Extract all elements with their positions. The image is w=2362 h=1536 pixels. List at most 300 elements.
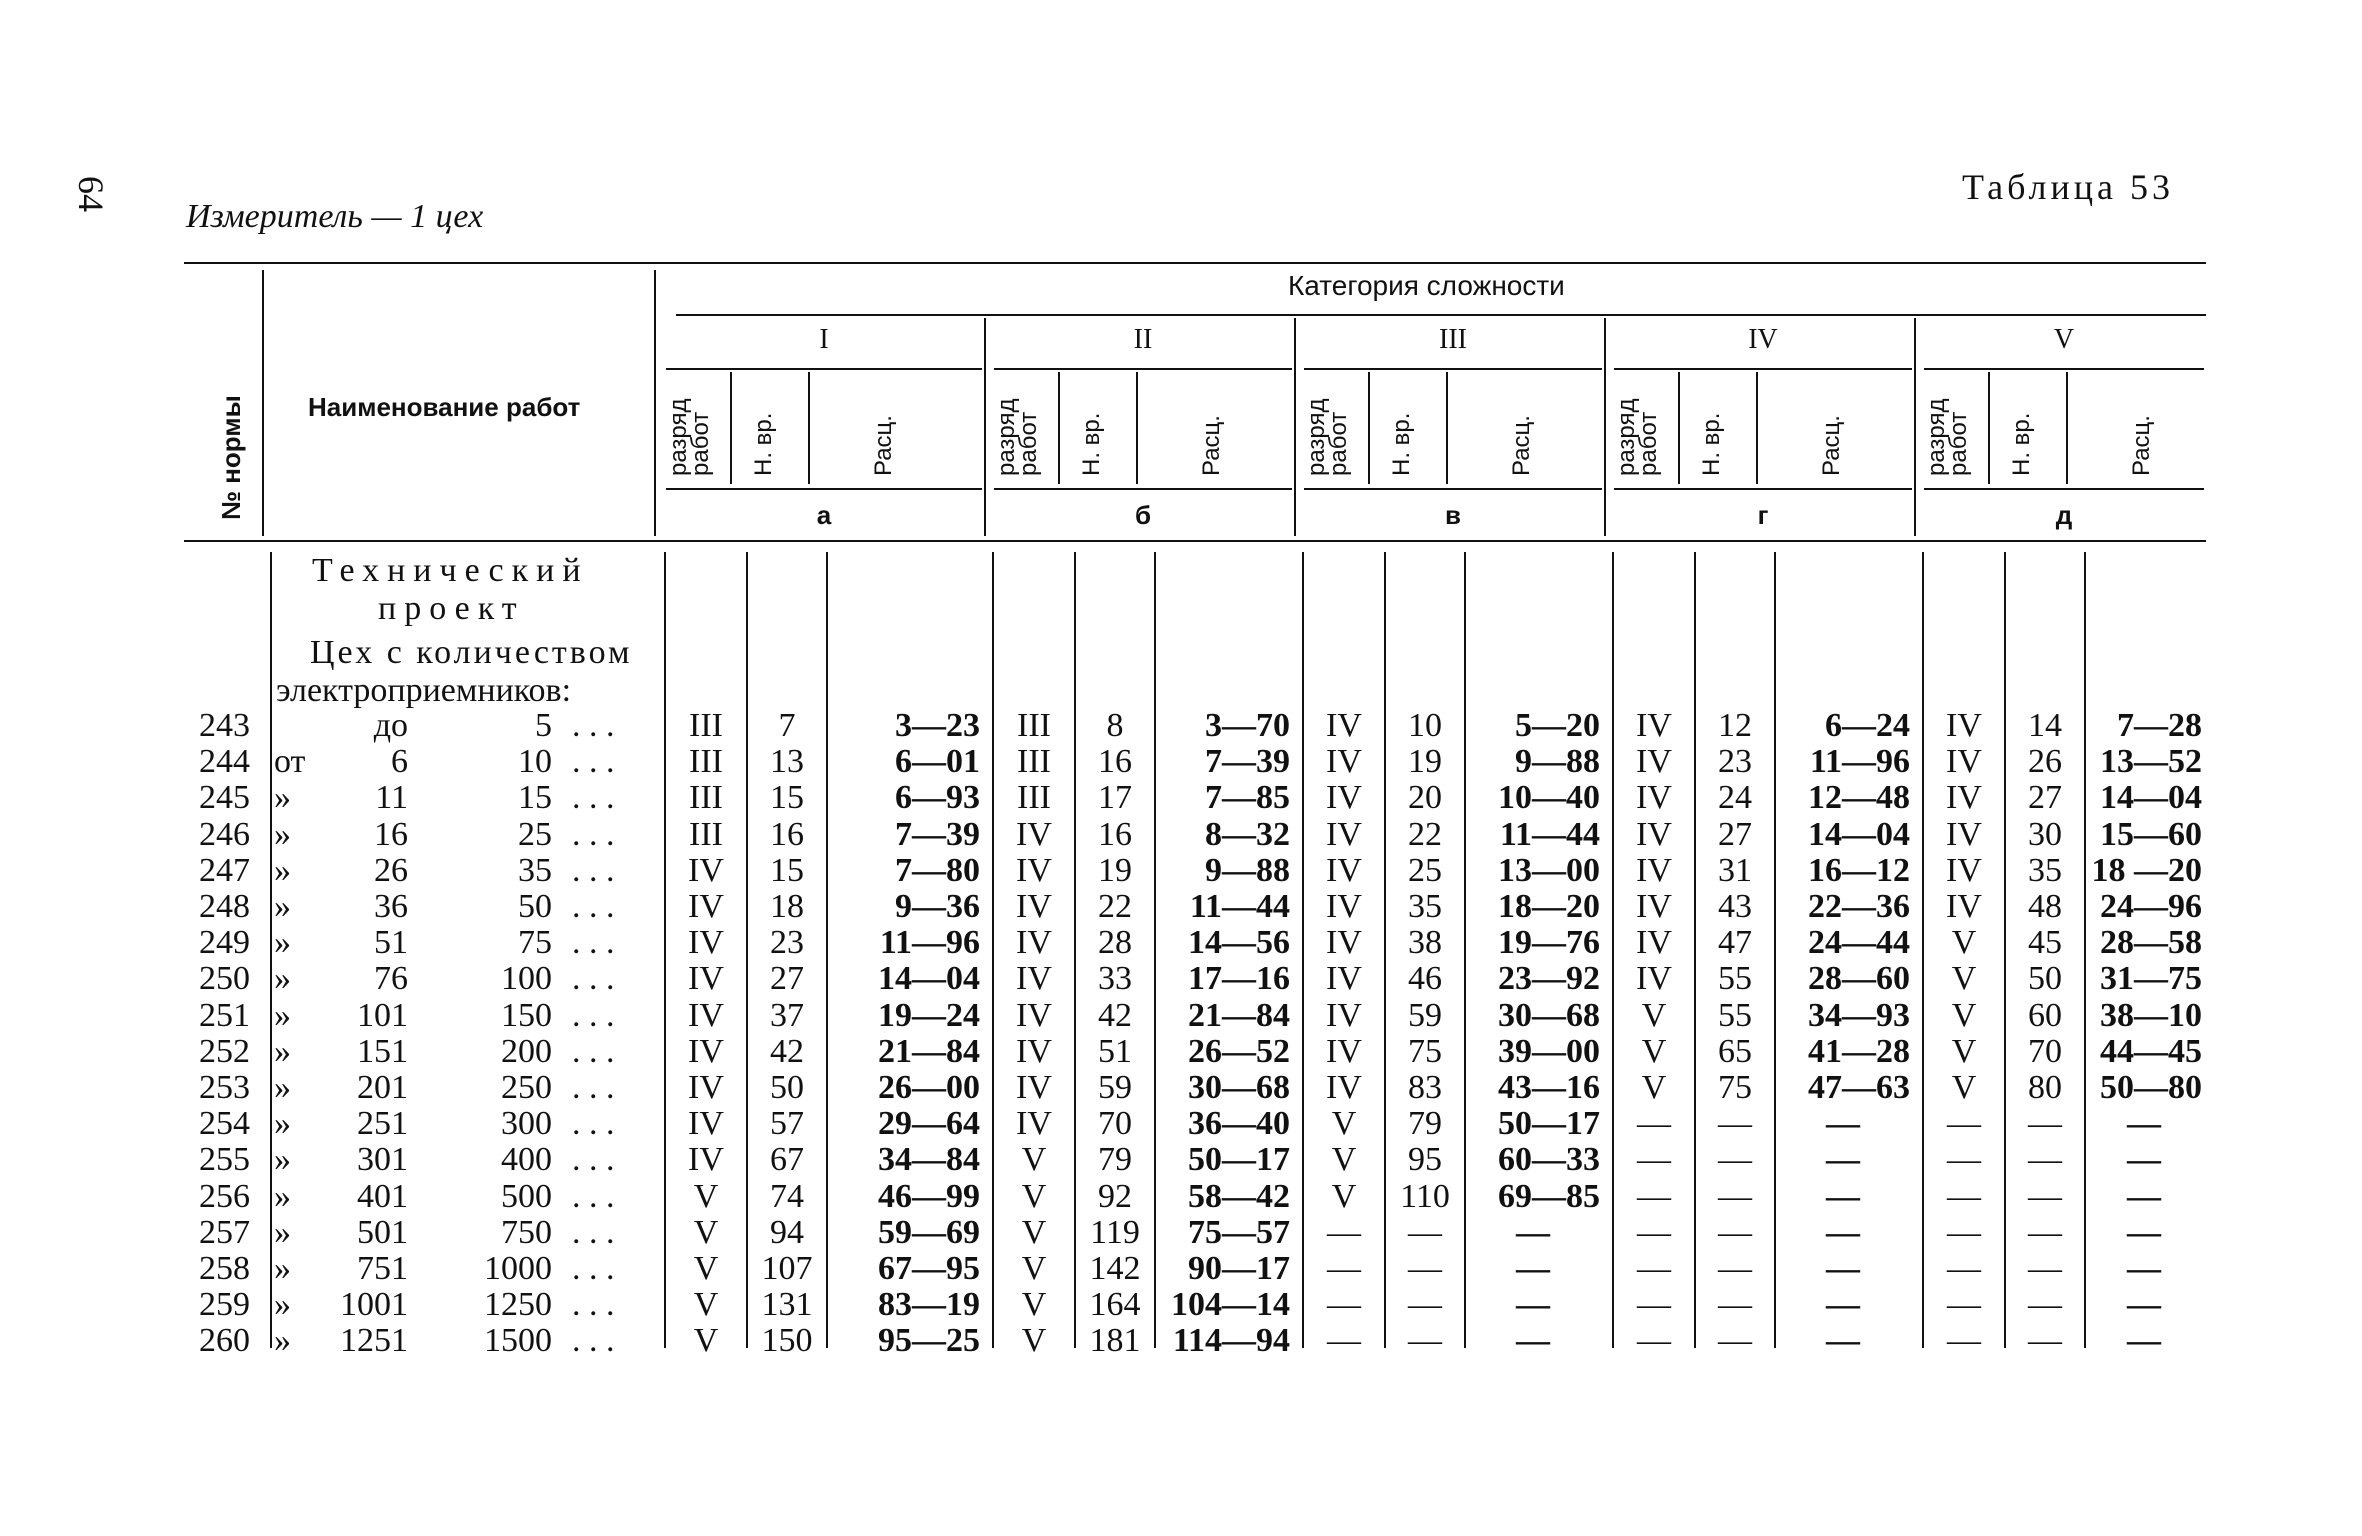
row-cost: 9—36: [895, 888, 980, 925]
section-title: [312, 552, 589, 628]
row-norm-no: 244: [199, 743, 250, 780]
subhead-cost-5: Расц.: [2128, 415, 2155, 476]
row-cost: 11—44: [1189, 888, 1290, 925]
table-title: Таблица 53: [1962, 167, 2174, 207]
row-norm-no: 249: [199, 924, 250, 961]
row-time: —: [1718, 1105, 1752, 1142]
row-grade: V: [693, 1322, 719, 1359]
row-cost: 7—85: [1205, 779, 1290, 816]
row-to: 1500: [484, 1322, 552, 1359]
row-cost: —: [1516, 1286, 1550, 1323]
row-cost: 19—24: [878, 997, 980, 1034]
row-time: 74: [770, 1178, 804, 1215]
row-cost: 19—76: [1498, 924, 1600, 961]
row-grade: IV: [1326, 743, 1362, 780]
row-cost: 30—68: [1188, 1069, 1290, 1106]
row-cost: 34—93: [1808, 997, 1910, 1034]
row-grade: IV: [1326, 816, 1362, 853]
row-time: 50: [2028, 960, 2062, 997]
row-norm-no: 253: [199, 1069, 250, 1106]
row-time: 59: [1408, 997, 1442, 1034]
row-to: 150: [501, 997, 552, 1034]
row-time: 181: [1089, 1322, 1141, 1359]
row-to: 500: [501, 1178, 552, 1215]
row-prefix: »: [274, 1178, 291, 1215]
row-cost: 7—80: [895, 852, 980, 889]
row-time: —: [1718, 1250, 1752, 1287]
row-time: 83: [1408, 1069, 1442, 1106]
row-grade: —: [1947, 1286, 1981, 1323]
row-grade: V: [1951, 1033, 1977, 1070]
row-norm-no: 255: [199, 1141, 250, 1178]
row-grade: IV: [1946, 852, 1982, 889]
rule-sub-top-3: [1614, 368, 1912, 370]
row-time: 75: [1408, 1033, 1442, 1070]
vrule-hdr-a-3: [1678, 372, 1680, 484]
row-cost: 17—16: [1188, 960, 1290, 997]
row-from: 151: [357, 1033, 408, 1070]
vrule-hdr-b-3: [1756, 372, 1758, 484]
row-time: 15: [770, 779, 804, 816]
subhead-time-2: Н. вр.: [1078, 412, 1105, 476]
vrule-hdr-a-1: [1058, 372, 1060, 484]
row-time: 10: [1408, 707, 1442, 744]
row-grade: IV: [1016, 960, 1052, 997]
row-time: 51: [1098, 1033, 1132, 1070]
vrule-hdr-b-2: [1446, 372, 1448, 484]
row-from: 6: [391, 743, 408, 780]
row-cost: —: [2127, 1178, 2161, 1215]
rule-top: [184, 262, 2206, 264]
row-cost: 30—68: [1498, 997, 1600, 1034]
row-time: —: [2028, 1286, 2062, 1323]
row-time: —: [1408, 1286, 1442, 1323]
row-grade: IV: [688, 924, 724, 961]
row-dots: . . .: [572, 1069, 615, 1106]
row-prefix: »: [274, 1322, 291, 1359]
row-time: 14: [2028, 707, 2062, 744]
row-grade: V: [1331, 1105, 1357, 1142]
row-norm-no: 250: [199, 960, 250, 997]
row-grade: V: [693, 1250, 719, 1287]
row-time: 38: [1408, 924, 1442, 961]
row-time: 23: [770, 924, 804, 961]
row-grade: IV: [1016, 816, 1052, 853]
row-time: 35: [1408, 888, 1442, 925]
row-grade: IV: [688, 960, 724, 997]
row-cost: 39—00: [1498, 1033, 1600, 1070]
row-from: 401: [357, 1178, 408, 1215]
row-time: 45: [2028, 924, 2062, 961]
row-grade: IV: [1946, 888, 1982, 925]
category-letter-4: г: [1757, 500, 1769, 530]
row-time: —: [1718, 1214, 1752, 1251]
row-grade: IV: [1636, 888, 1672, 925]
row-grade: IV: [1946, 743, 1982, 780]
row-cost: 38—10: [2100, 997, 2202, 1034]
subhead-cost-2: Расц.: [1198, 415, 1225, 476]
row-grade: V: [693, 1178, 719, 1215]
measure-unit: Измеритель — 1 цех: [186, 198, 484, 235]
row-grade: III: [689, 743, 723, 780]
row-cost: 13—00: [1498, 852, 1600, 889]
row-cost: 69—85: [1498, 1178, 1600, 1215]
row-cost: 26—52: [1188, 1033, 1290, 1070]
row-time: 24: [1718, 779, 1752, 816]
subhead-cost-3: Расц.: [1508, 415, 1535, 476]
category-letter-5: д: [2055, 500, 2073, 530]
row-to: 1250: [484, 1286, 552, 1323]
row-time: 107: [761, 1250, 813, 1287]
row-cost: 28—58: [2100, 924, 2202, 961]
subhead-grade-5: разряд работ: [1923, 398, 1972, 476]
row-norm-no: 251: [199, 997, 250, 1034]
row-cost: —: [1826, 1214, 1860, 1251]
row-time: 55: [1718, 997, 1752, 1034]
row-grade: —: [1947, 1250, 1981, 1287]
row-cost: 11—44: [1499, 816, 1600, 853]
row-cost: 36—40: [1188, 1105, 1290, 1142]
row-cost: 114—94: [1172, 1322, 1290, 1359]
row-time: 47: [1718, 924, 1752, 961]
row-grade: IV: [1326, 852, 1362, 889]
row-grade: III: [1017, 743, 1051, 780]
row-grade: V: [1641, 1069, 1667, 1106]
row-time: 27: [2028, 779, 2062, 816]
row-grade: V: [1951, 997, 1977, 1034]
row-norm-no: 247: [199, 852, 250, 889]
rule-sub-top-2: [1304, 368, 1602, 370]
row-cost: 21—84: [1188, 997, 1290, 1034]
rule-sub-bottom-3: [1614, 488, 1912, 490]
row-dots: . . .: [572, 852, 615, 889]
row-time: —: [1718, 1286, 1752, 1323]
row-cost: 7—28: [2117, 707, 2202, 744]
row-cost: —: [1516, 1214, 1550, 1251]
row-grade: IV: [1636, 779, 1672, 816]
row-time: 59: [1098, 1069, 1132, 1106]
row-from: 16: [374, 816, 408, 853]
row-prefix: »: [274, 1141, 291, 1178]
row-cost: 23—92: [1498, 960, 1600, 997]
row-time: 70: [2028, 1033, 2062, 1070]
row-cost: 16—12: [1808, 852, 1910, 889]
row-time: 17: [1098, 779, 1132, 816]
row-time: 31: [1718, 852, 1752, 889]
row-grade: —: [1637, 1178, 1671, 1215]
row-grade: IV: [688, 1069, 724, 1106]
row-time: —: [1408, 1250, 1442, 1287]
row-from: 251: [357, 1105, 408, 1142]
row-grade: IV: [1016, 888, 1052, 925]
row-grade: IV: [1016, 1069, 1052, 1106]
row-grade: IV: [1636, 924, 1672, 961]
row-to: 200: [501, 1033, 552, 1070]
row-norm-no: 257: [199, 1214, 250, 1251]
row-dots: . . .: [572, 816, 615, 853]
row-time: —: [2028, 1250, 2062, 1287]
subhead-cost-4: Расц.: [1818, 415, 1845, 476]
row-grade: V: [1641, 997, 1667, 1034]
row-to: 1000: [484, 1250, 552, 1287]
row-time: 16: [1098, 816, 1132, 853]
row-cost: 50—80: [2100, 1069, 2202, 1106]
row-cost: 3—23: [895, 707, 980, 744]
row-time: 79: [1098, 1141, 1132, 1178]
row-norm-no: 260: [199, 1322, 250, 1359]
row-cost: 34—84: [878, 1141, 980, 1178]
row-grade: V: [693, 1214, 719, 1251]
row-time: 33: [1098, 960, 1132, 997]
row-grade: —: [1947, 1105, 1981, 1142]
row-cost: 67—95: [878, 1250, 980, 1287]
row-cost: —: [1826, 1250, 1860, 1287]
row-time: —: [1718, 1322, 1752, 1359]
row-grade: —: [1637, 1214, 1671, 1251]
row-norm-no: 243: [199, 707, 250, 744]
row-dots: . . .: [572, 1322, 615, 1359]
subhead-time-5: Н. вр.: [2008, 412, 2035, 476]
row-cost: —: [2127, 1105, 2161, 1142]
row-cost: —: [2127, 1250, 2161, 1287]
row-prefix: »: [274, 1105, 291, 1142]
row-to: 35: [518, 852, 552, 889]
row-time: 80: [2028, 1069, 2062, 1106]
row-time: —: [2028, 1322, 2062, 1359]
row-cost: 46—99: [878, 1178, 980, 1215]
row-from: 26: [374, 852, 408, 889]
category-letter-2: б: [1134, 500, 1152, 530]
row-norm-no: 258: [199, 1250, 250, 1287]
row-grade: III: [689, 779, 723, 816]
row-cost: 9—88: [1515, 743, 1600, 780]
row-time: 92: [1098, 1178, 1132, 1215]
row-grade: IV: [1636, 960, 1672, 997]
row-grade: IV: [1016, 1033, 1052, 1070]
row-dots: . . .: [572, 743, 615, 780]
header-complexity: Категория сложности: [1288, 270, 1565, 301]
row-grade: IV: [1016, 997, 1052, 1034]
row-cost: 14—56: [1188, 924, 1290, 961]
vrule-hdr-a-2: [1368, 372, 1370, 484]
row-grade: IV: [1636, 743, 1672, 780]
row-time: 42: [770, 1033, 804, 1070]
row-dots: . . .: [572, 924, 615, 961]
row-cost: 11—96: [879, 924, 980, 961]
row-prefix: от: [274, 743, 306, 780]
row-prefix: »: [274, 997, 291, 1034]
row-cost: —: [2127, 1286, 2161, 1323]
row-cost: 31—75: [2100, 960, 2202, 997]
rule-sub-bottom-2: [1304, 488, 1602, 490]
row-from: 201: [357, 1069, 408, 1106]
row-grade: V: [1021, 1250, 1047, 1287]
row-time: 18: [770, 888, 804, 925]
section-title-line2: проект: [378, 590, 525, 627]
row-time: —: [2028, 1141, 2062, 1178]
row-time: —: [2028, 1105, 2062, 1142]
row-cost: 18—20: [1498, 888, 1600, 925]
vrule-name: [654, 270, 656, 536]
row-cost: 14—04: [878, 960, 980, 997]
rule-categories: [676, 314, 2206, 316]
row-cost: 41—28: [1808, 1033, 1910, 1070]
row-cost: 44—45: [2100, 1033, 2202, 1070]
row-cost: 50—17: [1498, 1105, 1600, 1142]
row-cost: 15—60: [2100, 816, 2202, 853]
row-cost: 95—25: [878, 1322, 980, 1359]
rule-sub-top-0: [666, 368, 982, 370]
row-time: 110: [1400, 1178, 1450, 1215]
row-to: 750: [501, 1214, 552, 1251]
row-time: 42: [1098, 997, 1132, 1034]
row-from: до: [373, 707, 408, 744]
row-norm-no: 259: [199, 1286, 250, 1323]
row-cost: 83—19: [878, 1286, 980, 1323]
row-grade: —: [1327, 1250, 1361, 1287]
row-grade: III: [1017, 707, 1051, 744]
row-cost: 18 —20: [2091, 852, 2202, 889]
row-prefix: »: [274, 816, 291, 853]
row-time: 20: [1408, 779, 1442, 816]
row-grade: IV: [688, 1105, 724, 1142]
row-cost: 6—01: [895, 743, 980, 780]
section-title-line1: Технический: [312, 552, 589, 589]
category-roman-5: V: [2053, 324, 2075, 355]
vrule-hdr-a-0: [730, 372, 732, 484]
row-grade: IV: [1326, 960, 1362, 997]
row-cost: 29—64: [878, 1105, 980, 1142]
row-cost: 90—17: [1188, 1250, 1290, 1287]
row-time: 67: [770, 1141, 804, 1178]
row-time: 95: [1408, 1141, 1442, 1178]
row-time: 70: [1098, 1105, 1132, 1142]
vrule-body-norm: [270, 552, 272, 1348]
row-cost: —: [2127, 1141, 2161, 1178]
row-cost: 5—20: [1515, 707, 1600, 744]
row-time: —: [2028, 1214, 2062, 1251]
row-grade: IV: [1016, 1105, 1052, 1142]
row-time: 79: [1408, 1105, 1442, 1142]
row-time: —: [1408, 1214, 1442, 1251]
row-time: 94: [770, 1214, 804, 1251]
row-from: 101: [357, 997, 408, 1034]
row-from: 51: [374, 924, 408, 961]
row-cost: —: [1826, 1178, 1860, 1215]
row-norm-no: 254: [199, 1105, 250, 1142]
row-from: 1251: [340, 1322, 408, 1359]
category-letter-3: в: [1445, 500, 1461, 530]
rule-sub-top-1: [994, 368, 1292, 370]
row-to: 300: [501, 1105, 552, 1142]
row-grade: III: [689, 707, 723, 744]
row-grade: —: [1947, 1322, 1981, 1359]
row-time: —: [1718, 1141, 1752, 1178]
row-time: 60: [2028, 997, 2062, 1034]
category-roman-3: III: [1439, 324, 1467, 355]
row-time: 25: [1408, 852, 1442, 889]
row-to: 250: [501, 1069, 552, 1106]
row-dots: . . .: [572, 1105, 615, 1142]
row-time: 12: [1718, 707, 1752, 744]
subhead-grade-4: разряд работ: [1613, 398, 1662, 476]
row-grade: IV: [1016, 852, 1052, 889]
row-cost: 60—33: [1498, 1141, 1600, 1178]
row-to: 400: [501, 1141, 552, 1178]
row-grade: —: [1327, 1286, 1361, 1323]
row-time: 16: [770, 816, 804, 853]
row-cost: 75—57: [1188, 1214, 1290, 1251]
row-cost: 7—39: [1205, 743, 1290, 780]
row-cost: 26—00: [878, 1069, 980, 1106]
row-grade: IV: [1946, 816, 1982, 853]
row-grade: —: [1947, 1141, 1981, 1178]
row-prefix: »: [274, 888, 291, 925]
rule-sub-bottom-1: [994, 488, 1292, 490]
page-number: 64: [71, 176, 111, 212]
row-cost: 22—36: [1808, 888, 1910, 925]
row-grade: —: [1947, 1178, 1981, 1215]
row-time: 27: [770, 960, 804, 997]
vrule-norm: [262, 270, 264, 536]
subhead-grade-2: разряд работ: [993, 398, 1042, 476]
row-grade: IV: [1326, 779, 1362, 816]
row-time: 75: [1718, 1069, 1752, 1106]
row-time: 57: [770, 1105, 804, 1142]
row-prefix: »: [274, 1214, 291, 1251]
row-cost: 50—17: [1188, 1141, 1290, 1178]
row-cost: 6—24: [1825, 707, 1910, 744]
row-grade: —: [1327, 1214, 1361, 1251]
row-norm-no: 248: [199, 888, 250, 925]
row-dots: . . .: [572, 1214, 615, 1251]
row-grade: V: [1331, 1141, 1357, 1178]
row-time: 19: [1408, 743, 1442, 780]
rule-sub-top-4: [1924, 368, 2204, 370]
row-grade: IV: [688, 997, 724, 1034]
row-dots: . . .: [572, 997, 615, 1034]
row-cost: 28—60: [1808, 960, 1910, 997]
row-grade: III: [1017, 779, 1051, 816]
row-cost: 11—96: [1809, 743, 1910, 780]
row-grade: V: [1951, 924, 1977, 961]
row-cost: 13—52: [2100, 743, 2202, 780]
row-time: 37: [770, 997, 804, 1034]
row-dots: . . .: [572, 779, 615, 816]
row-grade: IV: [1326, 1033, 1362, 1070]
row-norm-no: 252: [199, 1033, 250, 1070]
section-subtitle: [276, 634, 632, 710]
row-from: 76: [374, 960, 408, 997]
row-to: 75: [518, 924, 552, 961]
row-cost: 7—39: [895, 816, 980, 853]
row-dots: . . .: [572, 1286, 615, 1323]
row-grade: V: [1021, 1322, 1047, 1359]
rule-sub-bottom-4: [1924, 488, 2204, 490]
row-grade: IV: [1636, 852, 1672, 889]
row-time: 22: [1408, 816, 1442, 853]
row-grade: —: [1637, 1105, 1671, 1142]
row-cost: —: [1826, 1286, 1860, 1323]
row-cost: —: [1826, 1141, 1860, 1178]
row-grade: V: [1021, 1286, 1047, 1323]
row-dots: . . .: [572, 960, 615, 997]
row-cost: 59—69: [878, 1214, 980, 1251]
row-time: 28: [1098, 924, 1132, 961]
row-cost: 12—48: [1808, 779, 1910, 816]
row-grade: IV: [1326, 707, 1362, 744]
rule-sub-bottom-0: [666, 488, 982, 490]
